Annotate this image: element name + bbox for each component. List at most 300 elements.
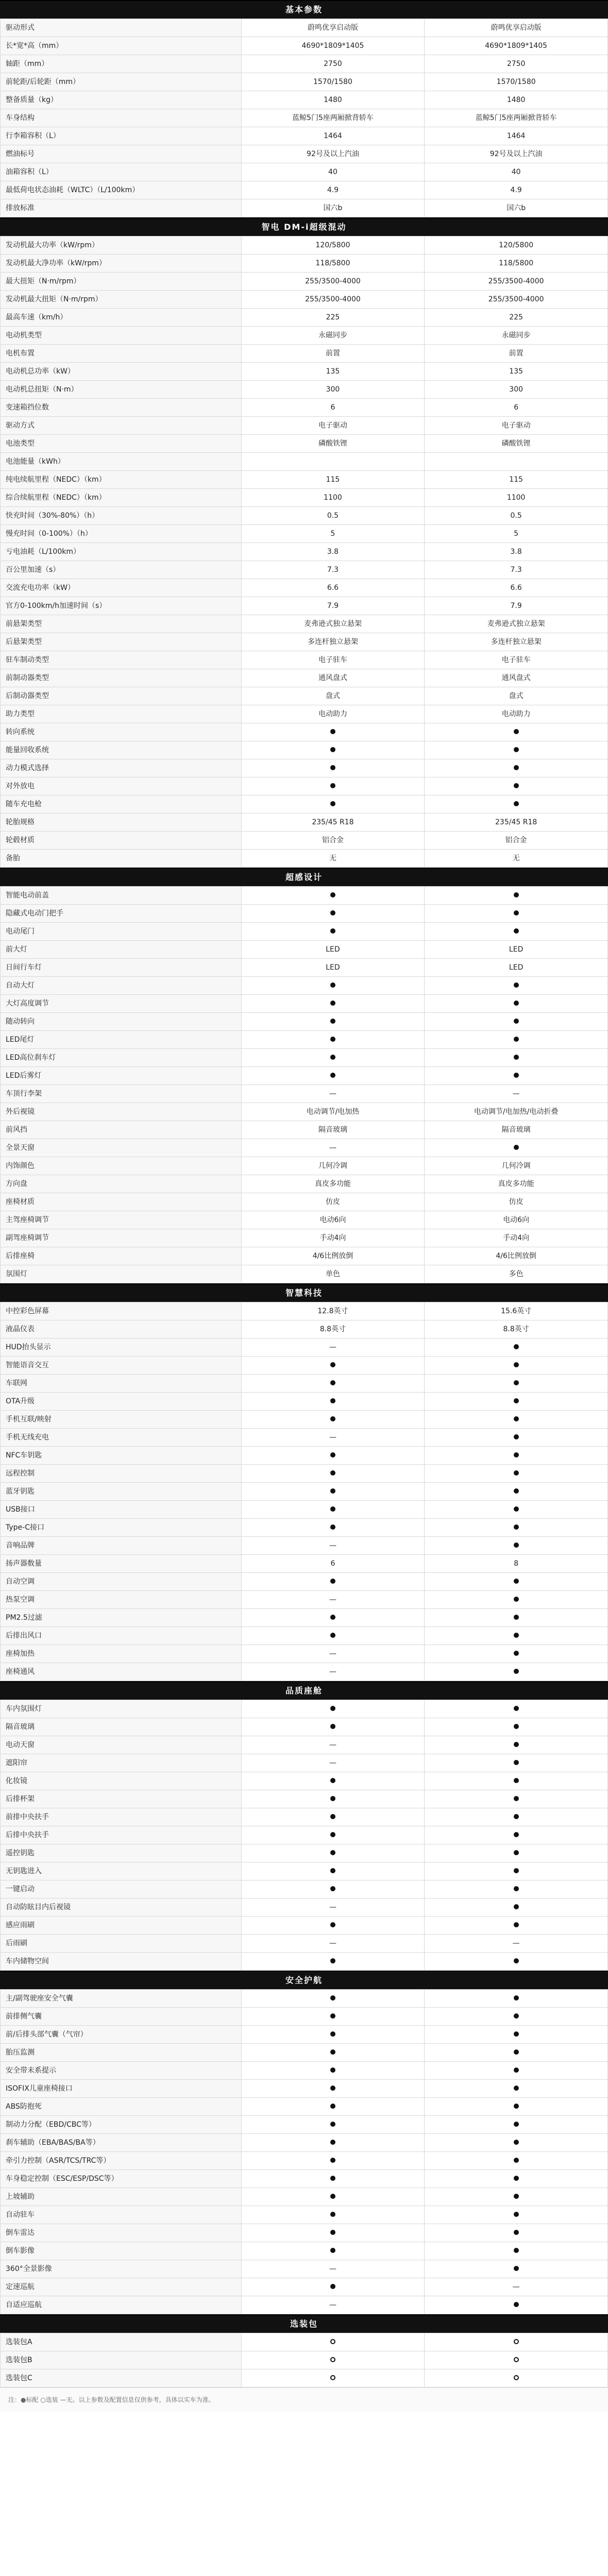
spec-label: USB接口 <box>1 1501 242 1519</box>
spec-row <box>1 923 608 941</box>
spec-value <box>425 2134 608 2152</box>
spec-label: 后雨刷 <box>1 1935 242 1953</box>
standard-dot-icon <box>514 1633 519 1638</box>
standard-dot-icon <box>330 2122 335 2127</box>
spec-label: 车内储物空间 <box>1 1953 242 1971</box>
standard-dot-icon <box>330 1506 335 1512</box>
spec-label: PM2.5过滤 <box>1 1609 242 1627</box>
spec-label: 主驾座椅调节 <box>1 1211 242 1229</box>
standard-dot-icon <box>514 1470 519 1476</box>
standard-dot-icon <box>514 1886 519 1891</box>
spec-value: 蓝鲸5门5座两厢掀背轿车 <box>241 109 425 127</box>
spec-value <box>241 1990 425 2008</box>
spec-value <box>425 1357 608 1375</box>
spec-value: 135 <box>425 363 608 381</box>
spec-value: 仿皮 <box>241 1193 425 1211</box>
spec-row <box>1 1085 608 1103</box>
spec-row <box>1 2044 608 2062</box>
spec-value <box>241 2188 425 2206</box>
spec-label: 转向系统 <box>1 723 242 741</box>
spec-value: 1570/1580 <box>241 73 425 91</box>
spec-value <box>425 1754 608 1772</box>
spec-row <box>1 73 608 91</box>
spec-table <box>0 2333 608 2387</box>
spec-row <box>1 236 608 255</box>
spec-value <box>425 2062 608 2080</box>
spec-label: 化妆镜 <box>1 1772 242 1790</box>
spec-label: 前/后排头部气囊（气帘） <box>1 2026 242 2044</box>
standard-dot-icon <box>330 1019 335 1024</box>
spec-label: 前风挡 <box>1 1121 242 1139</box>
spec-value: 隔音玻璃 <box>241 1121 425 1139</box>
spec-row <box>1 1103 608 1121</box>
spec-label: 电动机类型 <box>1 327 242 345</box>
spec-label: 轮毂材质 <box>1 832 242 850</box>
spec-value <box>241 977 425 995</box>
spec-label: LED后雾灯 <box>1 1067 242 1085</box>
spec-label: 前排中央扶手 <box>1 1808 242 1826</box>
spec-row <box>1 669 608 687</box>
spec-value <box>241 2278 425 2296</box>
spec-row <box>1 1265 608 1283</box>
spec-value <box>241 1862 425 1880</box>
standard-dot-icon <box>330 1796 335 1801</box>
spec-value <box>425 2170 608 2188</box>
spec-value: 0.5 <box>241 507 425 525</box>
spec-label: 外后视镜 <box>1 1103 242 1121</box>
spec-value: 6.6 <box>425 579 608 597</box>
spec-value <box>241 723 425 741</box>
spec-value <box>241 1953 425 1971</box>
spec-label: 车顶行李架 <box>1 1085 242 1103</box>
spec-value: 多连杆独立悬架 <box>425 633 608 651</box>
spec-label: 智能语音交互 <box>1 1357 242 1375</box>
spec-row <box>1 1519 608 1537</box>
standard-dot-icon <box>514 1597 519 1602</box>
spec-label: 安全带未系提示 <box>1 2062 242 2080</box>
spec-value <box>425 2008 608 2026</box>
standard-dot-icon <box>514 2230 519 2235</box>
standard-dot-icon <box>330 1416 335 1421</box>
spec-value: 1480 <box>425 91 608 109</box>
spec-row <box>1 741 608 759</box>
spec-row <box>1 2333 608 2351</box>
spec-value: 6.6 <box>241 579 425 597</box>
standard-dot-icon <box>514 2158 519 2163</box>
spec-label: 座椅材质 <box>1 1193 242 1211</box>
spec-label: 行李箱容积（L） <box>1 127 242 145</box>
standard-dot-icon <box>330 1868 335 1873</box>
standard-dot-icon <box>330 2248 335 2253</box>
spec-row <box>1 1537 608 1555</box>
spec-label: 后排座椅 <box>1 1247 242 1265</box>
standard-dot-icon <box>330 1633 335 1638</box>
spec-label: 纯电续航里程（NEDC）（km） <box>1 471 242 489</box>
spec-value: — <box>241 1085 425 1103</box>
spec-label: 排放标准 <box>1 199 242 217</box>
spec-row <box>1 1627 608 1645</box>
spec-row <box>1 1139 608 1157</box>
spec-value: LED <box>425 959 608 977</box>
spec-label: 选装包C <box>1 2369 242 2387</box>
spec-label: 自动防眩目内后视镜 <box>1 1899 242 1917</box>
section-header: 智慧科技 <box>0 1283 608 1302</box>
spec-label: 车身结构 <box>1 109 242 127</box>
spec-label: 座椅通风 <box>1 1663 242 1681</box>
spec-label: 副驾座椅调节 <box>1 1229 242 1247</box>
spec-value <box>241 1700 425 1718</box>
section-header: 品质座舱 <box>0 1681 608 1700</box>
spec-value: 40 <box>425 163 608 181</box>
spec-value <box>425 1700 608 1718</box>
spec-value <box>241 1357 425 1375</box>
spec-value <box>241 2206 425 2224</box>
spec-value: 电子驻车 <box>241 651 425 669</box>
spec-label: 扬声器数量 <box>1 1555 242 1573</box>
spec-value <box>241 2116 425 2134</box>
spec-label: 电池类型 <box>1 435 242 453</box>
spec-value <box>241 1808 425 1826</box>
standard-dot-icon <box>330 2086 335 2091</box>
standard-dot-icon <box>330 1488 335 1494</box>
footnote: 注：●标配 ○选装 —无。以上参数及配置信息仅供参考，具体以实车为准。 <box>0 2387 608 2412</box>
spec-value: 135 <box>241 363 425 381</box>
spec-value: 无 <box>425 850 608 868</box>
spec-label: 感应雨刷 <box>1 1917 242 1935</box>
spec-value: 磷酸铁锂 <box>241 435 425 453</box>
spec-value <box>241 1067 425 1085</box>
standard-dot-icon <box>330 1470 335 1476</box>
spec-value <box>425 1899 608 1917</box>
spec-value <box>241 2170 425 2188</box>
spec-label: 车联网 <box>1 1375 242 1393</box>
spec-label: 自动大灯 <box>1 977 242 995</box>
spec-value <box>241 2134 425 2152</box>
spec-label: 主/副驾驶座安全气囊 <box>1 1990 242 2008</box>
spec-value <box>241 2152 425 2170</box>
spec-value <box>241 1844 425 1862</box>
standard-dot-icon <box>514 1814 519 1819</box>
spec-value <box>241 1917 425 1935</box>
spec-value: 1100 <box>241 489 425 507</box>
spec-value <box>425 2369 608 2387</box>
spec-value: 7.3 <box>241 561 425 579</box>
standard-dot-icon <box>514 1868 519 1873</box>
section-header: 基本参数 <box>0 0 608 19</box>
spec-row <box>1 2296 608 2314</box>
spec-value <box>425 1447 608 1465</box>
standard-dot-icon <box>330 1778 335 1783</box>
standard-dot-icon <box>514 1579 519 1584</box>
spec-value: 255/3500-4000 <box>425 273 608 291</box>
standard-dot-icon <box>330 910 335 916</box>
spec-value <box>425 2333 608 2351</box>
spec-value <box>241 923 425 941</box>
spec-value: 无 <box>241 850 425 868</box>
standard-dot-icon <box>514 1669 519 1674</box>
spec-value <box>425 1627 608 1645</box>
spec-row <box>1 887 608 905</box>
standard-dot-icon <box>514 1706 519 1711</box>
spec-value: 国六b <box>425 199 608 217</box>
spec-label: 制动力分配（EBD/CBC等） <box>1 2116 242 2134</box>
spec-row <box>1 1591 608 1609</box>
spec-value <box>241 1519 425 1537</box>
spec-row <box>1 199 608 217</box>
spec-row <box>1 1031 608 1049</box>
spec-row <box>1 489 608 507</box>
spec-row <box>1 2170 608 2188</box>
spec-row <box>1 1844 608 1862</box>
spec-row <box>1 1393 608 1411</box>
standard-dot-icon <box>514 747 519 752</box>
section-header: 超感设计 <box>0 868 608 886</box>
spec-value: 120/5800 <box>425 236 608 255</box>
spec-value: — <box>241 1754 425 1772</box>
standard-dot-icon <box>514 2031 519 2037</box>
standard-dot-icon <box>514 1019 519 1024</box>
standard-dot-icon <box>514 2086 519 2091</box>
spec-label: 随车充电枪 <box>1 795 242 814</box>
spec-row <box>1 1247 608 1265</box>
spec-row <box>1 91 608 109</box>
optional-circle-icon <box>514 2357 519 2362</box>
spec-value <box>425 2152 608 2170</box>
spec-value <box>425 1501 608 1519</box>
standard-dot-icon <box>330 2104 335 2109</box>
spec-value: 4690*1809*1405 <box>241 37 425 55</box>
spec-row <box>1 651 608 669</box>
optional-circle-icon <box>514 2375 519 2380</box>
standard-dot-icon <box>514 801 519 806</box>
spec-value: 4690*1809*1405 <box>425 37 608 55</box>
spec-label: NFC车钥匙 <box>1 1447 242 1465</box>
spec-label: 官方0-100km/h加速时间（s） <box>1 597 242 615</box>
section-header: 安全护航 <box>0 1971 608 1989</box>
spec-label: 自适应巡航 <box>1 2296 242 2314</box>
standard-dot-icon <box>514 1651 519 1656</box>
spec-value <box>425 2224 608 2242</box>
standard-dot-icon <box>330 729 335 734</box>
standard-dot-icon <box>330 2013 335 2019</box>
spec-row <box>1 2152 608 2170</box>
spec-label: 电机布置 <box>1 345 242 363</box>
spec-value: 115 <box>425 471 608 489</box>
spec-row <box>1 814 608 832</box>
spec-label: 热泵空调 <box>1 1591 242 1609</box>
spec-row <box>1 723 608 741</box>
standard-dot-icon <box>330 2031 335 2037</box>
spec-label: 内饰颜色 <box>1 1157 242 1175</box>
spec-label: 倒车雷达 <box>1 2224 242 2242</box>
standard-dot-icon <box>330 2158 335 2163</box>
standard-dot-icon <box>330 892 335 897</box>
spec-value: 4.9 <box>425 181 608 199</box>
spec-label: 最高车速（km/h） <box>1 309 242 327</box>
spec-value: — <box>241 2260 425 2278</box>
spec-value: 电动助力 <box>425 705 608 723</box>
spec-label: 前排侧气囊 <box>1 2008 242 2026</box>
spec-value: 6 <box>425 399 608 417</box>
spec-row <box>1 795 608 814</box>
standard-dot-icon <box>330 982 335 988</box>
spec-label: 无钥匙进入 <box>1 1862 242 1880</box>
spec-label: 电池能量（kWh） <box>1 453 242 471</box>
spec-row <box>1 1013 608 1031</box>
spec-value <box>241 1826 425 1844</box>
spec-label: 远程控制 <box>1 1465 242 1483</box>
spec-value <box>241 1627 425 1645</box>
spec-label: 液晶仪表 <box>1 1320 242 1338</box>
spec-value <box>425 1808 608 1826</box>
spec-label: 交流充电功率（kW） <box>1 579 242 597</box>
spec-row <box>1 381 608 399</box>
spec-label: 隐藏式电动门把手 <box>1 905 242 923</box>
standard-dot-icon <box>514 729 519 734</box>
spec-label: 大灯高度调节 <box>1 995 242 1013</box>
spec-value <box>241 2242 425 2260</box>
spec-value: 多连杆独立悬架 <box>241 633 425 651</box>
spec-label: 中控彩色屏幕 <box>1 1302 242 1320</box>
spec-row <box>1 163 608 181</box>
spec-row <box>1 471 608 489</box>
spec-value: 真皮多功能 <box>241 1175 425 1193</box>
standard-dot-icon <box>514 1380 519 1385</box>
spec-value: 255/3500-4000 <box>241 273 425 291</box>
spec-row <box>1 977 608 995</box>
spec-label: 蓝牙钥匙 <box>1 1483 242 1501</box>
spec-value: 235/45 R18 <box>241 814 425 832</box>
standard-dot-icon <box>330 2049 335 2055</box>
spec-label: 能量回收系统 <box>1 741 242 759</box>
spec-value: 电子驻车 <box>425 651 608 669</box>
spec-table <box>0 236 608 868</box>
spec-value: 1464 <box>425 127 608 145</box>
spec-row <box>1 959 608 977</box>
spec-row <box>1 273 608 291</box>
standard-dot-icon <box>330 1398 335 1403</box>
spec-value: 8.8英寸 <box>241 1320 425 1338</box>
standard-dot-icon <box>330 2284 335 2289</box>
spec-table <box>0 1989 608 2314</box>
spec-label: 方向盘 <box>1 1175 242 1193</box>
spec-value: 铝合金 <box>241 832 425 850</box>
spec-value <box>425 795 608 814</box>
spec-value <box>425 1953 608 1971</box>
spec-label: 手机互联/映射 <box>1 1411 242 1429</box>
spec-value: 电动助力 <box>241 705 425 723</box>
spec-value <box>425 2206 608 2224</box>
spec-value <box>241 777 425 795</box>
spec-row <box>1 435 608 453</box>
spec-value: 3.8 <box>425 543 608 561</box>
standard-dot-icon <box>514 2176 519 2181</box>
spec-row <box>1 2188 608 2206</box>
standard-dot-icon <box>514 2194 519 2199</box>
spec-value <box>241 2044 425 2062</box>
spec-value <box>425 2260 608 2278</box>
spec-row <box>1 1736 608 1754</box>
spec-value <box>425 723 608 741</box>
spec-value: 电动调节/电加热 <box>241 1103 425 1121</box>
spec-label: 倒车影像 <box>1 2242 242 2260</box>
standard-dot-icon <box>330 1958 335 1963</box>
spec-value <box>425 2242 608 2260</box>
spec-label: 全景天窗 <box>1 1139 242 1157</box>
spec-value: 电动调节/电加热/电动折叠 <box>425 1103 608 1121</box>
optional-circle-icon <box>514 2339 519 2344</box>
standard-dot-icon <box>514 928 519 934</box>
spec-value <box>425 923 608 941</box>
spec-value <box>241 2062 425 2080</box>
spec-row <box>1 995 608 1013</box>
spec-value: 3.8 <box>241 543 425 561</box>
spec-value: 隔音玻璃 <box>425 1121 608 1139</box>
spec-value <box>425 1573 608 1591</box>
spec-value: 电子驱动 <box>241 417 425 435</box>
spec-value: 120/5800 <box>241 236 425 255</box>
standard-dot-icon <box>330 2176 335 2181</box>
standard-dot-icon <box>514 2122 519 2127</box>
standard-dot-icon <box>514 2067 519 2073</box>
spec-value: 0.5 <box>425 507 608 525</box>
spec-label: LED尾灯 <box>1 1031 242 1049</box>
spec-value <box>425 1990 608 2008</box>
spec-row <box>1 1049 608 1067</box>
spec-label: 前制动器类型 <box>1 669 242 687</box>
spec-row <box>1 2116 608 2134</box>
spec-row <box>1 1880 608 1899</box>
spec-row <box>1 1501 608 1519</box>
spec-row <box>1 1429 608 1447</box>
spec-value: LED <box>425 941 608 959</box>
spec-value <box>425 1663 608 1681</box>
spec-value: 麦弗逊式独立悬架 <box>241 615 425 633</box>
spec-value <box>241 2369 425 2387</box>
standard-dot-icon <box>514 2248 519 2253</box>
spec-value <box>425 1483 608 1501</box>
standard-dot-icon <box>514 1362 519 1367</box>
spec-value: — <box>241 1899 425 1917</box>
spec-value: 8.8英寸 <box>425 1320 608 1338</box>
standard-dot-icon <box>330 1055 335 1060</box>
spec-row <box>1 1067 608 1085</box>
section-header: 智电 DM-i超级混动 <box>0 217 608 236</box>
spec-value <box>241 1609 425 1627</box>
spec-label: 定速巡航 <box>1 2278 242 2296</box>
spec-value <box>425 1067 608 1085</box>
standard-dot-icon <box>514 1001 519 1006</box>
standard-dot-icon <box>330 2194 335 2199</box>
spec-value <box>241 1031 425 1049</box>
spec-row <box>1 399 608 417</box>
spec-row <box>1 1899 608 1917</box>
spec-value <box>425 1790 608 1808</box>
spec-value: 国六b <box>241 199 425 217</box>
spec-row <box>1 1953 608 1971</box>
spec-row <box>1 525 608 543</box>
spec-label: Type-C接口 <box>1 1519 242 1537</box>
standard-dot-icon <box>514 1073 519 1078</box>
standard-dot-icon <box>330 1850 335 1855</box>
spec-row <box>1 1229 608 1247</box>
spec-value <box>425 1844 608 1862</box>
spec-label: 随动转向 <box>1 1013 242 1031</box>
spec-row <box>1 705 608 723</box>
spec-value: 铝合金 <box>425 832 608 850</box>
spec-row <box>1 1555 608 1573</box>
spec-label: 前轮距/后轮距（mm） <box>1 73 242 91</box>
